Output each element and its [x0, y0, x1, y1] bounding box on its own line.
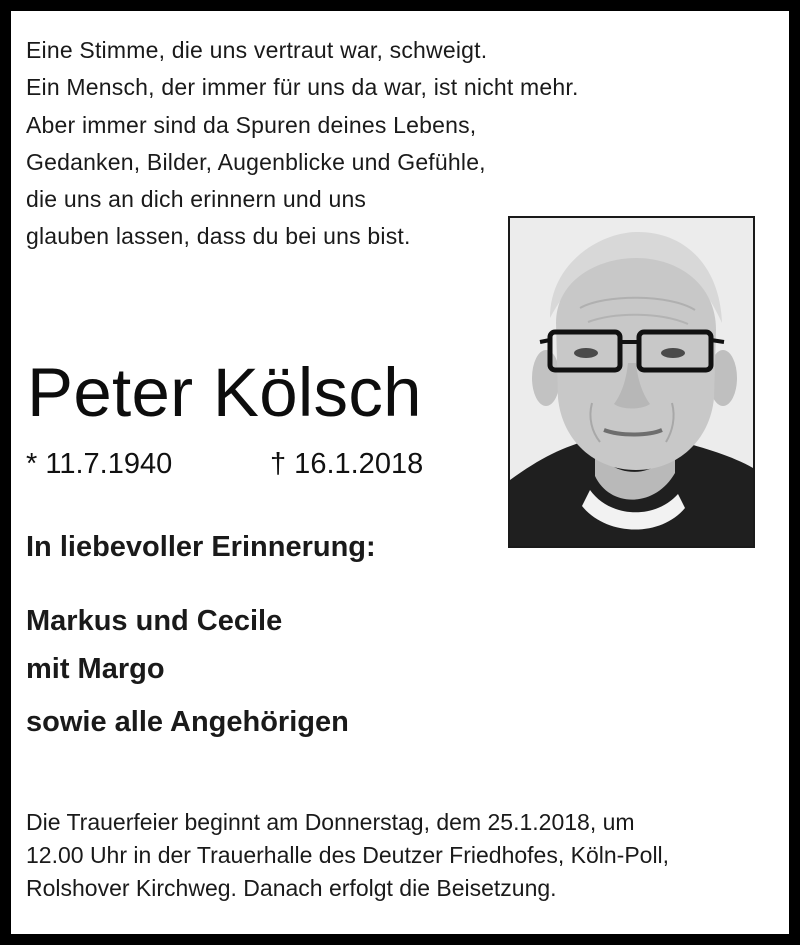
verse-line: Aber immer sind da Spuren deines Lebens, [26, 112, 477, 138]
remembrance-heading: In liebevoller Erinnerung: [26, 531, 376, 563]
funeral-line: 12.00 Uhr in der Trauerhalle des Deutzer Friedhofes, Köln-Poll, [26, 842, 670, 868]
verse-line: Gedanken, Bilder, Augenblicke und Gefühle, [26, 149, 486, 175]
mourner-line: Markus und Cecile [26, 605, 283, 637]
verse-line: die uns an dich erinnern und uns [26, 186, 367, 212]
birth-date: * 11.7.1940 [26, 448, 173, 480]
mourner-line: mit Margo [26, 653, 165, 685]
deceased-name: Peter Kölsch [27, 354, 422, 431]
verse-line: glauben lassen, dass du bei uns bist. [26, 223, 411, 249]
portrait-photo [508, 216, 755, 548]
mourner-line: sowie alle Angehörigen [26, 706, 349, 738]
funeral-line: Rolshover Kirchweg. Danach erfolgt die Beisetzung. [26, 875, 557, 901]
verse-line: Eine Stimme, die uns vertraut war, schweigt. [26, 37, 488, 63]
funeral-details [26, 806, 669, 905]
verse-line: Ein Mensch, der immer für uns da war, ist nicht mehr. [26, 74, 579, 100]
death-date: † 16.1.2018 [270, 448, 424, 480]
funeral-line: Die Trauerfeier beginnt am Donnerstag, dem 25.1.2018, um [26, 809, 635, 835]
portrait-image [510, 218, 753, 546]
